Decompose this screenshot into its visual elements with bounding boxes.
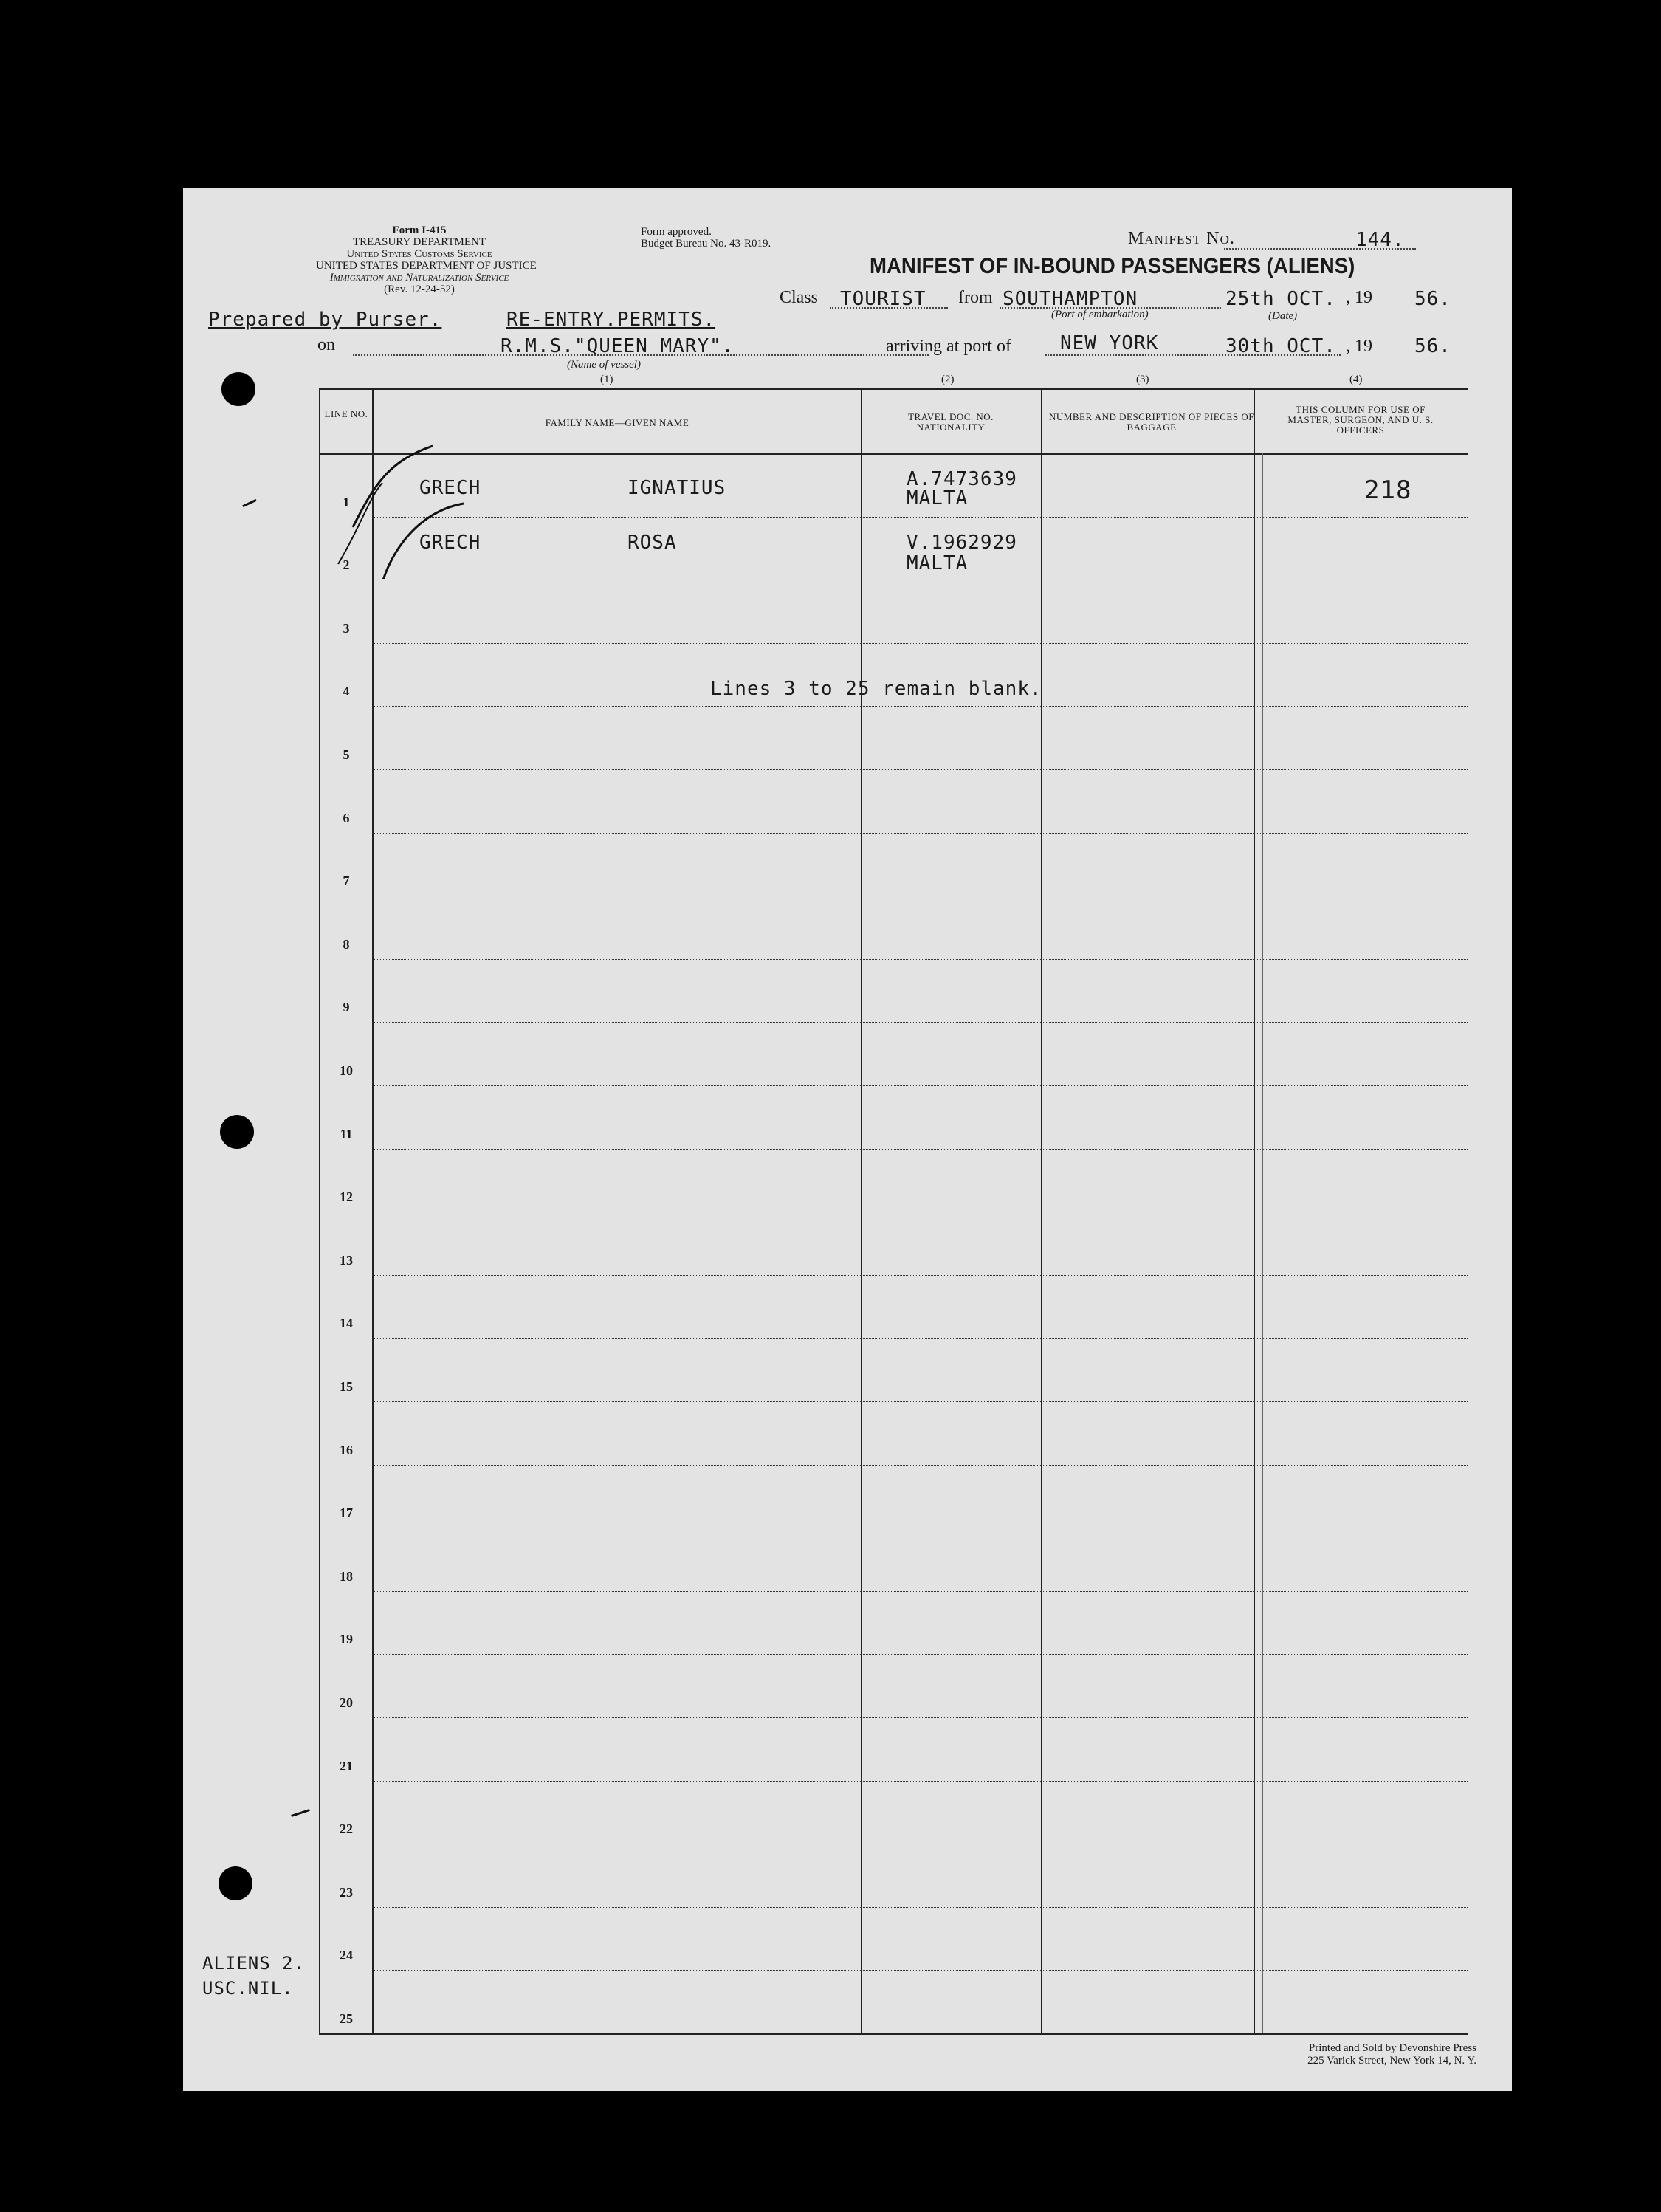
nationality: MALTA [907,552,969,574]
row-rule [374,706,1468,707]
row-rule [374,1591,1468,1592]
line-number: 5 [343,747,350,762]
row-rule [374,517,1468,518]
from-label: from [958,288,993,307]
col-number: (3) [1136,374,1149,385]
nationality: MALTA [907,487,969,509]
year-prefix-2: , 19 [1346,337,1372,356]
row-rule [374,1717,1468,1718]
row-rule [374,1970,1468,1971]
travel-doc-number: V.1962929 [907,532,1017,554]
embark-caption: (Port of embarkation) [1051,309,1149,320]
printer-credit: Printed and Sold by Devonshire Press 225 Varick Street, New York 14, N. Y. [1307,2042,1476,2067]
col-number: (1) [600,374,613,385]
row-rule [374,1781,1468,1782]
line-number: 4 [343,684,350,699]
travel-doc-number: A.7473639 [907,468,1017,490]
year-prefix-1: , 19 [1346,288,1372,307]
row-rule [374,1149,1468,1150]
row-rule [374,1907,1468,1908]
line-number: 7 [343,873,350,889]
given-name: ROSA [627,532,677,554]
given-name: IGNATIUS [627,477,726,499]
header-baggage: NUMBER AND DESCRIPTION OF PIECES OF BAGGAGE [1049,411,1254,433]
row-rule [374,1275,1468,1276]
punch-hole [220,1115,254,1149]
row-rule [374,1654,1468,1655]
form-authority-block: Form I-415 TREASURY DEPARTMENT United States Customs Service UNITED STATES DEPARTMENT OF JUSTICE Immigration and Naturalization Service (Rev. 12-24-52) [316,224,537,295]
col-divider [861,388,862,2033]
manifest-sheet [183,188,1512,2091]
family-name: GRECH [419,477,481,499]
vessel-caption: (Name of vessel) [567,359,641,371]
line-number: 25 [340,2011,353,2026]
table-top-border [319,388,1468,390]
header-travel-doc: TRAVEL DOC. NO. NATIONALITY [908,411,994,433]
vessel-name: R.M.S."QUEEN MARY". [501,335,735,357]
row-rule [374,1465,1468,1466]
row-rule [374,833,1468,834]
manifest-no-label: Manifest No. [1128,229,1235,248]
margin-tick [242,499,256,507]
line-number: 12 [340,1189,353,1205]
row-rule [374,769,1468,770]
margin-note: ALIENS 2. USC.NIL. [202,1953,306,1999]
col-divider [372,388,374,2033]
line-number: 2 [343,557,350,573]
punch-hole [221,372,255,406]
header-officers: THIS COLUMN FOR USE OF MASTER, SURGEON, AND U. S. OFFICERS [1287,404,1434,436]
col-divider [1254,388,1255,2033]
line-number: 15 [340,1379,353,1394]
form-approval: Form approved. Budget Bureau No. 43-R019. [641,226,771,250]
port-of-embarkation: SOUTHAMPTON [1003,288,1138,310]
line-number: 17 [340,1505,353,1521]
line-number: 24 [340,1948,353,1963]
row-rule [374,643,1468,644]
class-value: TOURIST [840,288,926,310]
class-label: Class [780,288,819,307]
line-number: 18 [340,1568,353,1584]
row-rule [374,1085,1468,1086]
line-number: 11 [340,1126,353,1141]
header-line-no: LINE NO. [324,408,368,419]
table-bottom-border [319,2033,1468,2035]
arrival-port: NEW YORK [1060,332,1159,354]
blank-lines-note: Lines 3 to 25 remain blank. [710,678,1042,700]
row-rule [374,1401,1468,1402]
line-number: 20 [340,1695,353,1710]
line-number: 10 [340,1063,353,1078]
row-rule [374,1022,1468,1023]
family-name: GRECH [419,532,481,554]
col-number: (4) [1349,374,1363,385]
col-divider [1262,453,1263,2033]
prepared-by: Prepared by Purser. [208,309,442,331]
arrival-year: 56. [1414,335,1451,357]
row-rule [374,959,1468,960]
on-label: on [317,335,335,354]
line-number: 22 [340,1821,353,1837]
line-number: 14 [340,1316,353,1331]
line-number: 6 [343,810,350,825]
check-mark-strokes [309,416,501,579]
re-entry-permits: RE-ENTRY.PERMITS. [506,309,716,331]
officer-mark: 218 [1364,475,1412,505]
table-left-border [319,388,320,2033]
punch-hole [219,1866,252,1900]
margin-tick [291,1809,310,1817]
arrival-date: 30th OCT. [1225,335,1336,357]
manifest-number: 144. [1355,229,1405,251]
arriving-label: arriving at port of [886,337,1011,356]
header-name: FAMILY NAME—GIVEN NAME [545,417,689,428]
departure-date: 25th OCT. [1225,288,1336,310]
departure-year: 56. [1414,288,1451,310]
line-number: 21 [340,1758,353,1773]
line-number: 9 [343,1000,350,1015]
col-number: (2) [941,374,955,385]
line-number: 1 [343,494,350,509]
date-caption: (Date) [1268,310,1298,322]
line-number: 13 [340,1252,353,1268]
form-title: MANIFEST OF IN-BOUND PASSENGERS (ALIENS) [870,254,1355,278]
line-number: 16 [340,1442,353,1457]
row-rule [374,1338,1468,1339]
line-number: 23 [340,1884,353,1900]
line-number: 19 [340,1632,353,1647]
line-number: 3 [343,620,350,636]
line-number: 8 [343,936,350,952]
col-divider [1041,388,1042,2033]
